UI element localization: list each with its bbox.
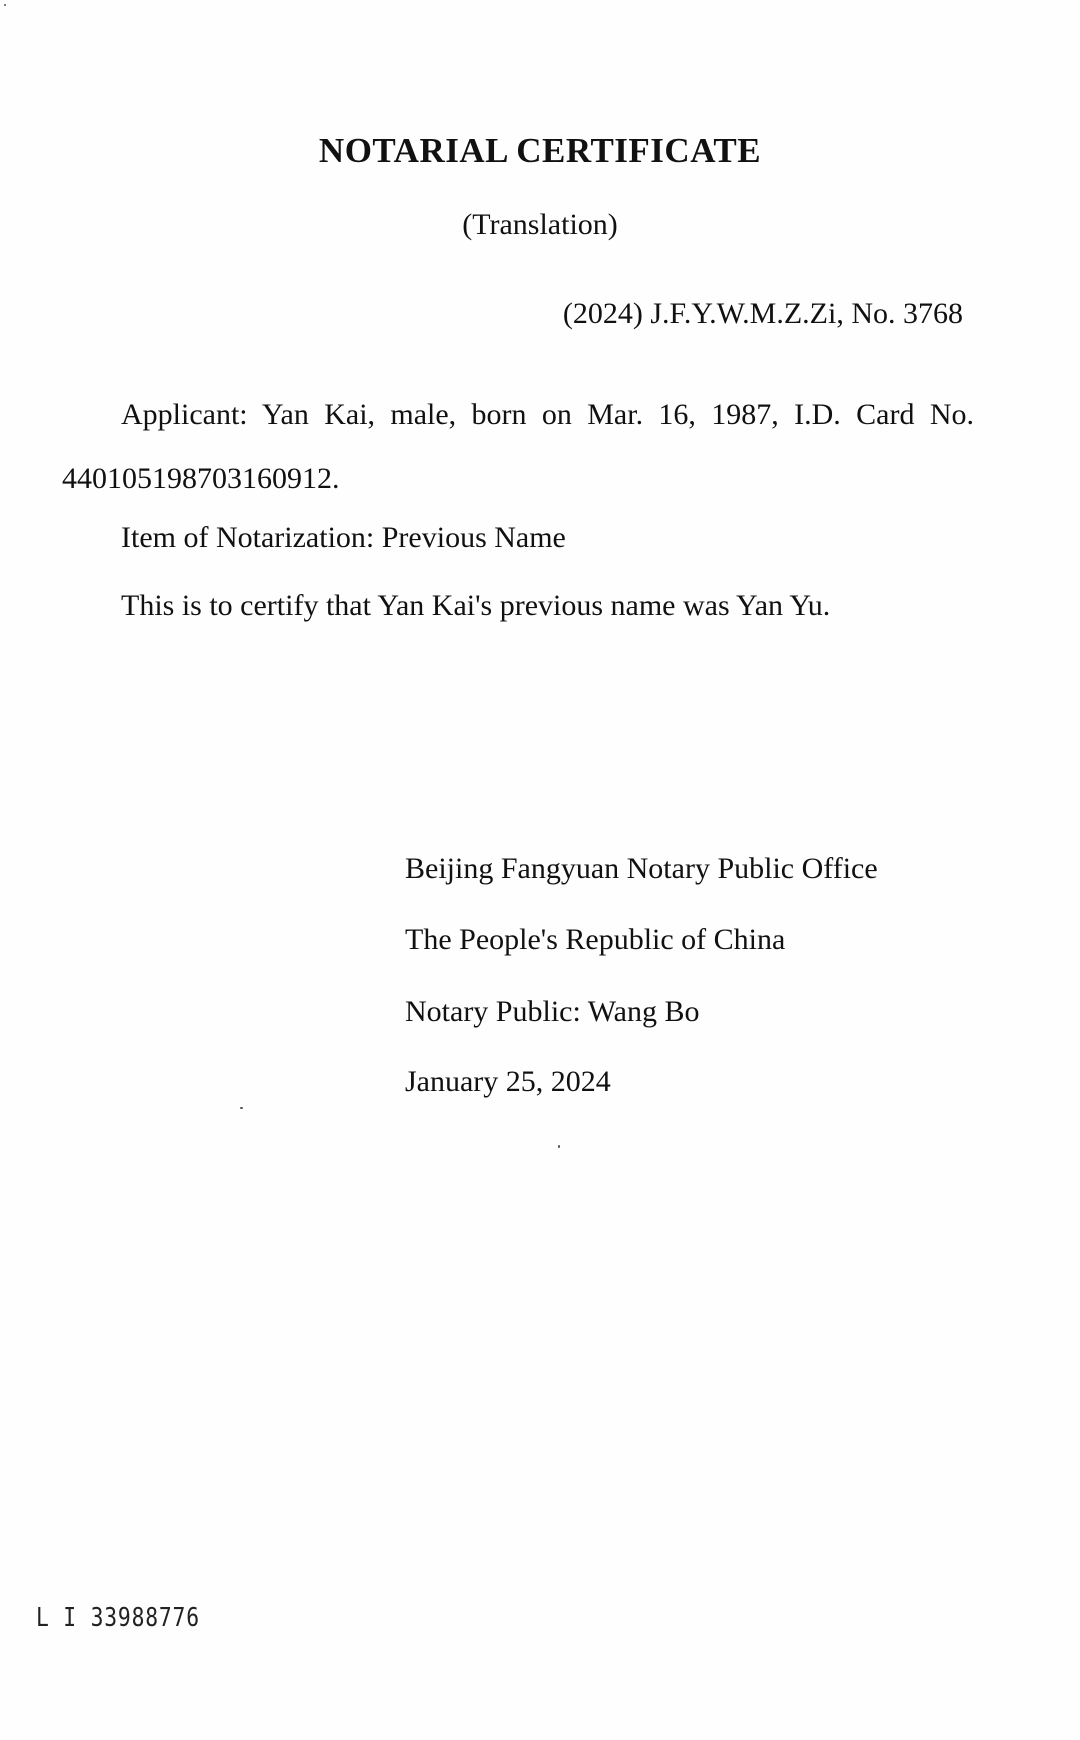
certification-statement: This is to certify that Yan Kai's previous name was Yan Yu.	[121, 589, 831, 622]
serial-number: L I 33988776	[36, 1603, 200, 1633]
document-subtitle: (Translation)	[462, 208, 618, 241]
scan-speck	[240, 1107, 243, 1109]
scan-speck	[558, 1145, 560, 1148]
notary-office: Beijing Fangyuan Notary Public Office	[405, 852, 878, 885]
document-title: NOTARIAL CERTIFICATE	[318, 131, 762, 170]
reference-number: (2024) J.F.Y.W.M.Z.Zi, No. 3768	[562, 297, 963, 330]
certificate-date: January 25, 2024	[405, 1065, 611, 1098]
applicant-text: Applicant: Yan Kai, male, born on Mar. 16, 1987, I.D. Card No. 440105198703160912.	[62, 398, 974, 495]
item-of-notarization: Item of Notarization: Previous Name	[121, 521, 566, 554]
notary-public-name: Notary Public: Wang Bo	[405, 995, 700, 1028]
country-name: The People's Republic of China	[405, 923, 786, 956]
scan-speck	[4, 4, 6, 6]
applicant-paragraph	[62, 383, 974, 511]
